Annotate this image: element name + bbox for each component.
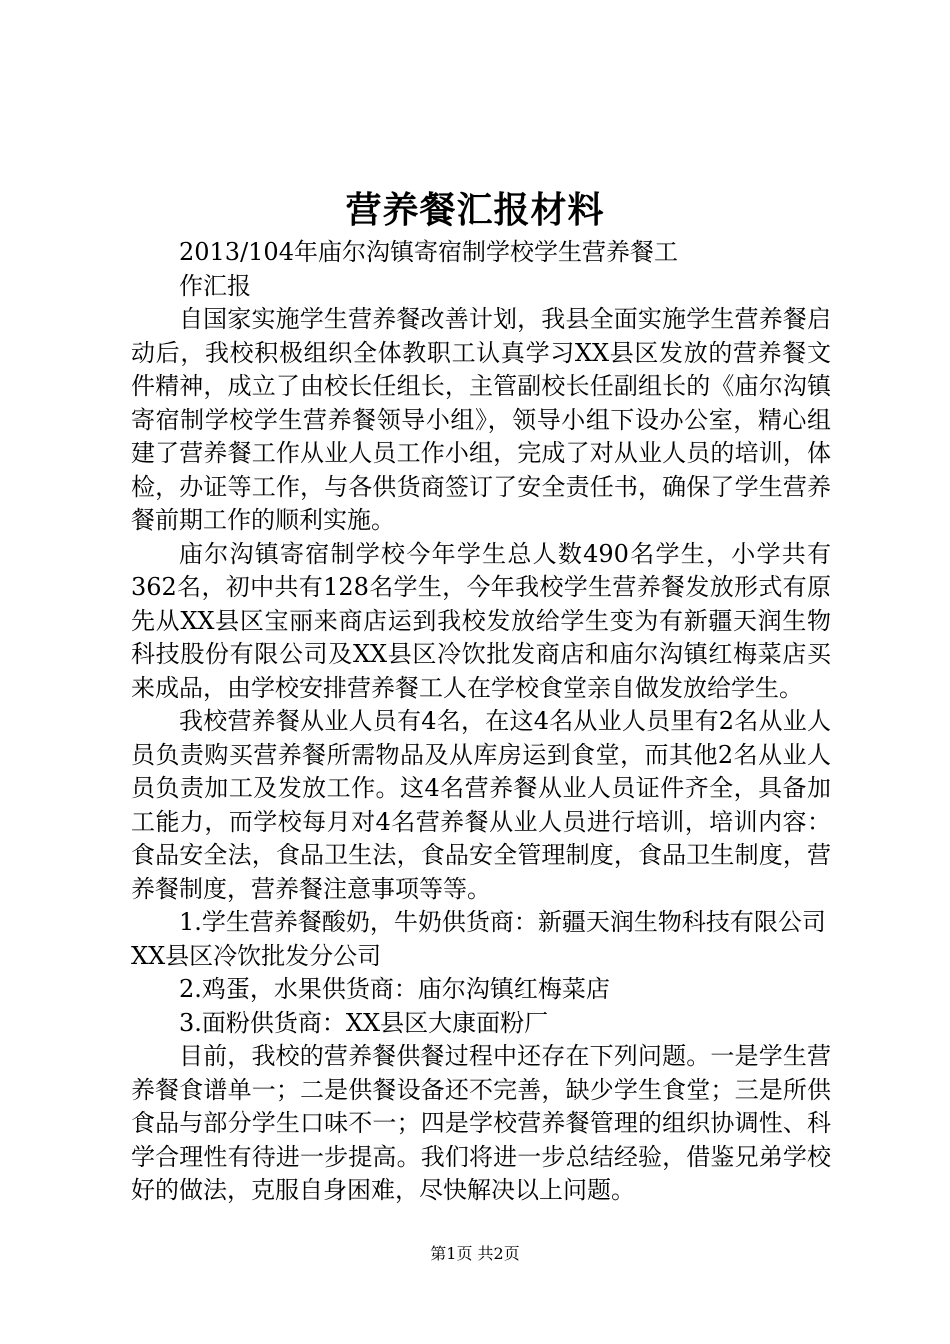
document-title: 营养餐汇报材料 [345,189,605,231]
document-subtitle: 2013/104年庙尔沟镇寄宿制学校学生营养餐工作汇报 [179,238,678,300]
supplier-item-flour: 3.面粉供货商：XX县区大康面粉厂 [179,1008,549,1037]
document-body [131,236,831,1208]
paragraph-staff: 我校营养餐从业人员有4名，在这4名从业人员里有2名从业人员负责购买营养餐所需物品及从库房运到食堂，而其他2名从业人员负责加工及发放工作。这4名营养餐从业人员证件齐全，具备加工能力，而学校每月对4名营养餐从业人员进行培训，培训内容：食品安全法，食品卫生法，食品安全管理制度，食品卫生制度，营养餐制度，营养餐注意事项等等。 [131,707,831,903]
page-number-footer: 第1页 共2页 [430,1244,520,1263]
supplier-item-eggs-fruit: 2.鸡蛋，水果供货商：庙尔沟镇红梅菜店 [179,975,610,1003]
paragraph-intro: 自国家实施学生营养餐改善计划，我县全面实施学生营养餐启动后，我校积极组织全体教职工认真学习XX县区发放的营养餐文件精神，成立了由校长任组长，主管副校长任副组长的《庙尔沟镇寄宿制学校学生营养餐领导小组》，领导小组下设办公室，精心组建了营养餐工作从业人员工作小组，完成了对从业人员的培训，体检，办证等工作，与各供货商签订了安全责任书，确保了学生营养餐前期工作的顺利实施。 [131,305,831,534]
paragraph-issues: 目前，我校的营养餐供餐过程中还存在下列问题。一是学生营养餐食谱单一；二是供餐设备还不完善，缺少学生食堂；三是所供食品与部分学生口味不一；四是学校营养餐管理的组织协调性、科学合理性有待进一步提高。我们将进一步总结经验，借鉴兄弟学校好的做法，克服自身困难，尽快解决以上问题。 [131,1042,831,1204]
paragraph-student-count: 庙尔沟镇寄宿制学校今年学生总人数490名学生，小学共有362名，初中共有128名学生，今年我校学生营养餐发放形式有原先从XX县区宝丽来商店运到我校发放给学生变为有新疆天润生物科技股份有限公司及XX县区冷饮批发商店和庙尔沟镇红梅菜店买来成品，由学校安排营养餐工人在学校食堂亲自做发放给学生。 [131,539,831,702]
supplier-item-dairy: 1.学生营养餐酸奶，牛奶供货商：新疆天润生物科技有限公司XX县区冷饮批发分公司 [131,908,826,970]
